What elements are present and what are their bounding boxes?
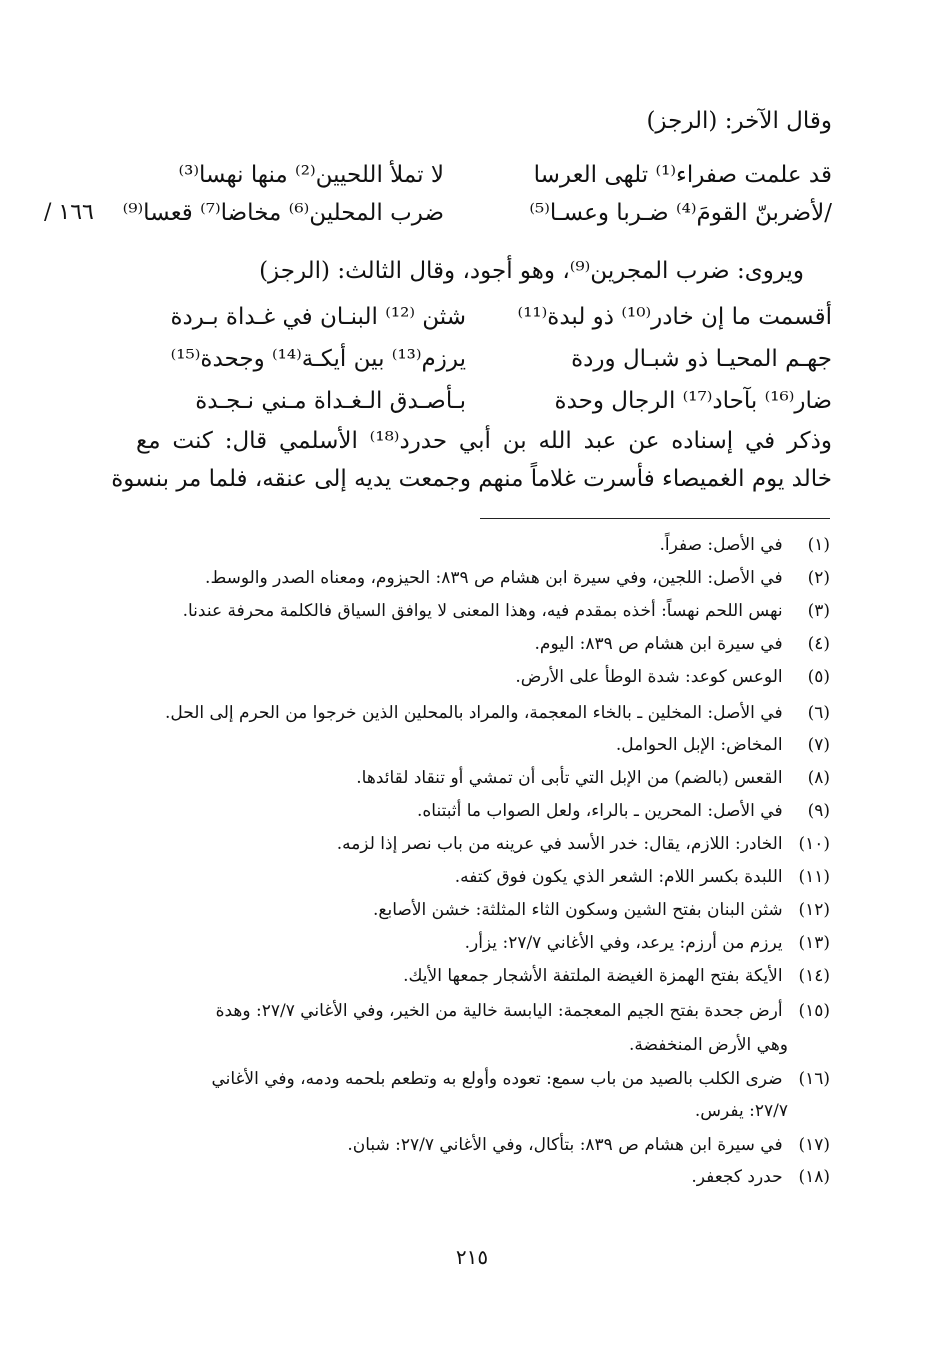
footnote-8 [356,763,830,793]
footnote-11 [455,862,830,892]
footnote-text: في الأصل: صفراً. [659,535,783,555]
footnote-16-continuation: ٢٧/٧: يفرس. [694,1101,788,1121]
footnote-text: في الأصل: اللجين، وفي سيرة ابن هشام ص ٨٣٩: الحيزوم، ومعناه الصدر والوسط. [205,568,783,588]
footnote-9 [417,796,830,826]
footnote-12 [373,895,830,925]
footnote-text: شثن البنان بفتح الشين وسكون الثاء المثلثة: خشن الأصابع. [373,900,783,920]
footnote-number: (١٦) [798,1069,830,1089]
verse-5-first-hemistich: ضار⁽¹⁶⁾ بآحاد⁽¹⁷⁾ الرجال وحدة [554,388,832,414]
footnote-7 [616,730,830,760]
footnote-text: نهس اللحم نهساً: أخذه بمقدم فيه، وهذا المعنى لا يوافق السياق فالكلمة محرفة عندنا. [182,601,783,621]
verse-1-second-hemistich: لا تملأ اللحيين⁽²⁾ منها نهسا⁽³⁾ [178,162,444,188]
prose-line-1: وذكر في إسناده عن عبد الله بن أبي حدرد⁽¹⁸⁾ الأسلمي قال: كنت مع [136,428,832,454]
footnote-number: (١٠) [798,834,830,854]
footnote-text: القعس (بالضم) من الإبل التي تأبى أن تمشي أو تنقاد لقائدها. [356,768,783,788]
verse-5-second-hemistich: بـأصـدق الـغـداة مـني نـجـدة [195,388,466,414]
footnote-text: أرض جحدة بفتح الجيم المعجمة: اليابسة خالية من الخير، وفي الأغاني ٢٧/٧: وهدة [215,1001,783,1021]
footnote-text: الأيكة بفتح الهمزة الغيضة الملتفة الأشجار جمعها الأيك. [403,966,783,986]
verse-2-second-hemistich: ضرب المحلين⁽⁶⁾ مخاضا⁽⁷⁾ قعسا⁽⁹⁾ [122,200,444,226]
footnote-text: ضرى الكلب بالصيد من باب سمع: تعوده وأولع به وتطعم بلحمه ودمه، وفي الأغاني [211,1069,783,1089]
footnote-number: (١٧) [798,1135,830,1155]
footnote-number: (١٥) [798,1001,830,1021]
footnote-6 [165,698,830,728]
footnote-number: (١٨) [798,1167,830,1187]
footnote-text: في سيرة ابن هشام ص ٨٣٩: بتأكال، وفي الأغاني ٢٧/٧: شبان. [347,1135,783,1155]
footnote-15-continuation: وهي الأرض المنخفضة. [628,1035,788,1055]
footnote-number: (٧) [807,735,830,755]
poem-heading: وقال الآخر: (الرجز) [646,108,832,134]
footnote-1 [659,530,830,560]
footnote-text: الوعس كوعد: شدة الوطأ على الأرض. [515,667,783,687]
verse-3-second-hemistich: شثن ⁽¹²⁾ البنـان في غـداة بـردة [170,304,466,330]
footnote-number: (١١) [798,867,830,887]
footnote-text: اللبدة بكسر اللام: الشعر الذي يكون فوق كتفه. [454,867,783,887]
footnote-number: (٥) [807,667,830,687]
footnote-17 [347,1130,830,1160]
footnote-number: (٦) [807,703,830,723]
footnote-4 [535,629,830,659]
footnote-text: في سيرة ابن هشام ص ٨٣٩: اليوم. [534,634,783,654]
footnote-16 [211,1064,830,1094]
footnote-15 [216,996,830,1026]
footnote-number: (٤) [807,634,830,654]
footnote-number: (٢) [807,568,830,588]
footnote-3 [183,596,830,626]
footnote-13 [465,928,830,958]
verse-2-first-hemistich: /لأضربنّ القومَ⁽⁴⁾ ضـربا وعسـا⁽⁵⁾ [529,200,832,226]
footnote-text: في الأصل: المحرين ـ بالراء، ولعل الصواب ما أثبتناه. [416,801,783,821]
footnote-number: (١٤) [798,966,830,986]
prose-line-2: خالد يوم الغميصاء فأسرت غلاماً منهم وجمعت يديه إلى عنقه، فلما مر بنسوة [111,466,832,492]
margin-page-marker: / ١٦٦ [44,200,94,225]
variant-note-line: ويروى: ضرب المجرين⁽⁹⁾، وهو أجود، وقال الثالث: (الرجز) [259,258,804,284]
footnote-number: (١٣) [798,933,830,953]
footnote-text: الخادر: اللازم، يقال: خدر الأسد في عرينه من باب نصر إذا لزمه. [336,834,783,854]
footnote-5 [515,662,830,692]
footnote-number: (٩) [807,801,830,821]
footnote-text: المخاض: الإبل الحوامل. [615,735,783,755]
footnote-2 [205,563,830,593]
verse-1-first-hemistich: قد علمت صفراء⁽¹⁾ تلهى العرسا [533,162,832,188]
footnote-number: (٨) [807,768,830,788]
verse-4-second-hemistich: يرزم⁽¹³⁾ بين أيكـة⁽¹⁴⁾ وجحدة⁽¹⁵⁾ [170,346,466,372]
footnote-number: (١) [807,535,830,555]
page-number: ٢١٥ [455,1245,489,1269]
footnote-number: (٣) [807,601,830,621]
footnote-separator [480,518,830,519]
footnote-text: يرزم من أرزم: يرعد، وفي الأغاني ٢٧/٧: يزأر. [464,933,783,953]
footnote-number: (١٢) [798,900,830,920]
verse-4-first-hemistich: جهـم المحيـا ذو شبـال وردة [571,346,832,372]
verse-3-first-hemistich: أقسمت ما إن خادر⁽¹⁰⁾ ذو لبدة⁽¹¹⁾ [517,304,832,330]
footnote-10 [337,829,830,859]
footnote-14 [403,961,830,991]
footnote-text: في الأصل: المخلين ـ بالخاء المعجمة، والمراد بالمحلين الذين خرجوا من الحرم إلى الحل. [164,703,783,723]
footnote-text: حدرد كجعفر. [691,1167,783,1187]
footnote-18 [691,1162,830,1192]
